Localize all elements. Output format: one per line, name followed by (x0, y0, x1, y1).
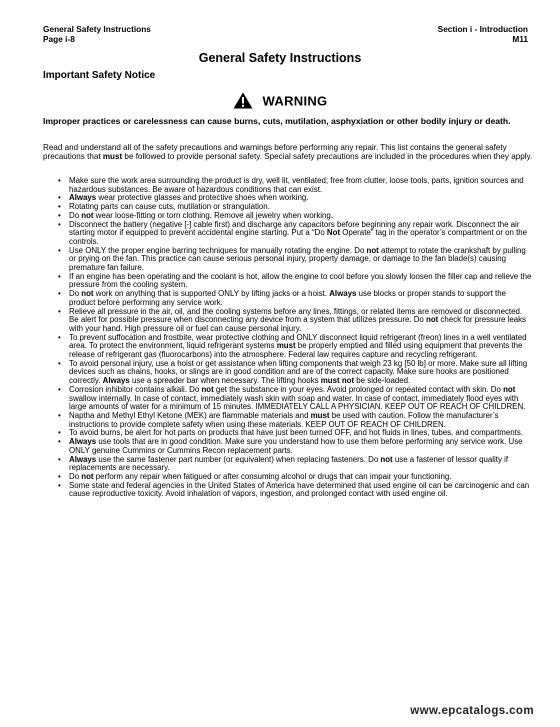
emphasis-text: Not (326, 228, 341, 238)
emphasis-text: must (310, 410, 330, 420)
item-text: be side-loaded. (354, 376, 411, 386)
page-header-left (43, 25, 151, 44)
item-text: attempt to rotate the crankshaft by pulling or prying on the fan. This practice can cause serious personal injury, property damage, or damage to the fan blade(s) causing premature fan failure. (69, 245, 526, 273)
model-name: M11 (512, 33, 528, 44)
item-text: wear protective glasses and protective shoes when working. (96, 193, 309, 203)
footer-watermark: www.epcatalogs.com (410, 705, 534, 717)
item-text: wear loose-fitting or torn clothing. Remove all jewelry when working. (93, 210, 334, 220)
safety-precautions-list (57, 177, 532, 499)
safety-precaution-item (57, 412, 532, 429)
item-text: Operate” tag in the operator’s compartment or on the controls. (69, 228, 528, 246)
intro-text-before: Read and understand all of the safety precautions and warnings before performing any repair. This list contains the general safety precautions that (43, 143, 507, 162)
emphasis-text: Always (102, 376, 130, 386)
emphasis-text: not (426, 315, 439, 325)
item-text: Relieve all pressure in the air, oil, and the cooling systems before any lines, fittings, or related items are removed or disconnected. Be alert for possible pressure when disconnecting any device from a system that utilizes pressure. Do (69, 306, 523, 325)
section-subtitle: Important Safety Notice (43, 70, 156, 81)
safety-precaution-item (57, 221, 532, 247)
intro-paragraph (43, 143, 535, 161)
item-text: work on anything that is supported ONLY by lifting jacks or a hoist. (93, 289, 330, 299)
item-text: perform any repair when fatigued or after consuming alcohol or drugs that can impair your functioning. (93, 471, 452, 481)
safety-precaution-item (57, 334, 532, 360)
section-name: Section i - Introduction (437, 24, 528, 34)
page-number: Page i-8 (43, 33, 75, 44)
item-text: If an engine has been operating and the coolant is hot, allow the engine to cool before you slowly loosen the filler cap and relieve the pressure from the cooling system. (69, 271, 532, 290)
intro-text-after: be followed to provide personal safety. Special safety precautions are included in the procedures when they apply. (122, 152, 533, 162)
item-text: Naptha and Methyl Ethyl Ketone (MEK) are flammable materials and (69, 410, 311, 420)
item-text: Do (69, 289, 82, 299)
emphasis-text: must not (320, 376, 355, 386)
item-text: Some state and federal agencies in the United States of America have determined that used engine oil can be carcinogenic and can cause reproductive toxicity. Avoid inhalation of vapors, ingestion, and prolonged contact with used engine oil. (69, 480, 530, 499)
emphasis-text: not (380, 454, 393, 464)
item-text: Make sure the work area surrounding the product is dry, well lit, ventilated; free from clutter, loose tools, parts, ignition sources and hazardous substances. Be aware of hazardous conditions that can exist. (69, 176, 524, 194)
item-text: Rotating parts can cause cuts, mutilation or strangulation. (69, 202, 270, 212)
emphasis-text: Always (69, 193, 97, 203)
emphasis-text: not (503, 384, 516, 394)
intro-text-bold: must (102, 152, 123, 162)
item-text: To avoid personal injury, use a hoist or get assistance when lifting components that weigh 23 kg [50 lb] or more. Make sure all lifting devices such as chains, hooks, or slings are in good condition and are of the correct capacity. Make sure hooks are positioned correctly. (69, 358, 528, 386)
item-text: get the substance in your eyes. Avoid prolonged or repeated contact with skin. Do (213, 384, 504, 394)
item-text: Use ONLY the proper engine barring techniques for manually rotating the engine. Do (69, 245, 367, 255)
safety-precaution-item (57, 438, 532, 455)
item-text: Do (69, 210, 82, 220)
safety-precaution-item (57, 247, 532, 273)
safety-precaution-item (57, 308, 532, 334)
item-text: To prevent suffocation and frostbite, wear protective clothing and ONLY disconnect liquid refrigerant (freon) lines in a well ventilated area. To protect the environment, liquid refrigerant systems (69, 332, 527, 351)
emphasis-text: not (81, 471, 94, 481)
item-text: use tools that are in good condition. Make sure you understand how to use them before performing any service work. Use ONLY genuine Cummins or Cummins Recon replacement parts. (69, 437, 523, 455)
item-text: use the same fastener part number (or equivalent) when replacing fasteners. Do (96, 454, 381, 464)
safety-precaution-item (57, 177, 532, 194)
safety-precaution-item (57, 360, 532, 386)
item-text: check for pressure leaks with your hand. High pressure oil or fuel can cause personal injury. (69, 315, 527, 333)
warning-banner (0, 92, 560, 110)
item-text: be used with caution. Follow the manufacturer’s instructions to provide complete safety when using these materials. KEEP OUT OF REACH OF CHILDREN. (69, 410, 499, 429)
emphasis-text: not (81, 289, 94, 299)
item-text: Do (69, 471, 82, 481)
page-title: General Safety Instructions (198, 51, 362, 65)
emphasis-text: not (201, 384, 214, 394)
item-text: use a spreader bar when necessary. The lifting hooks (129, 376, 321, 386)
emphasis-text: Always (69, 454, 97, 464)
emphasis-text: not (366, 245, 379, 255)
emphasis-text: Always (69, 437, 97, 447)
item-text: To avoid burns, be alert for hot parts on products that have just been turned OFF, and hot fluids in lines, tubes, and compartments. (69, 428, 523, 438)
page-header-right (438, 25, 528, 44)
item-text: use a fastener of lessor quality if replacements are necessary. (69, 454, 509, 473)
item-text: use blocks or proper stands to support the product before performing any service work. (69, 289, 507, 307)
emphasis-text: must (276, 341, 296, 351)
warning-triangle-icon (233, 92, 253, 109)
document-title: General Safety Instructions (43, 24, 151, 34)
item-text: Disconnect the battery (negative [-] cable first) and discharge any capacitors before beginning any repair work. Disconnect the air starting motor if equipped to prevent accidental engine starting. Put a “Do (69, 219, 520, 238)
item-text: swallow internally. In case of contact, immediately wash skin with soap and water. In case of contact, immediately flood eyes with large amounts of water for a minimum of 15 minutes. IMMEDIATELY CALL A PHYSICIAN. KEEP OUT OF REACH OF CHILDREN. (69, 393, 526, 412)
emphasis-text: Always (329, 289, 357, 299)
safety-precaution-item (57, 456, 532, 473)
warning-label: WARNING (262, 93, 328, 109)
safety-precaution-item (57, 482, 532, 499)
safety-precaution-item (57, 273, 532, 290)
item-text: be properly emptied and filled using equipment that prevents the release of refrigerant gas (fluorocarbons) into the atmosphere. Federal law requires capture and recycling refrigerant. (69, 341, 523, 360)
safety-precaution-item (57, 386, 532, 412)
item-text: Corrosion inhibitor contains alkali. Do (69, 384, 202, 394)
warning-text: Improper practices or carelessness can cause burns, cuts, mutilation, asphyxiation or other bodily injury or death. (43, 116, 511, 126)
safety-precaution-item (57, 290, 532, 307)
emphasis-text: not (81, 210, 94, 220)
